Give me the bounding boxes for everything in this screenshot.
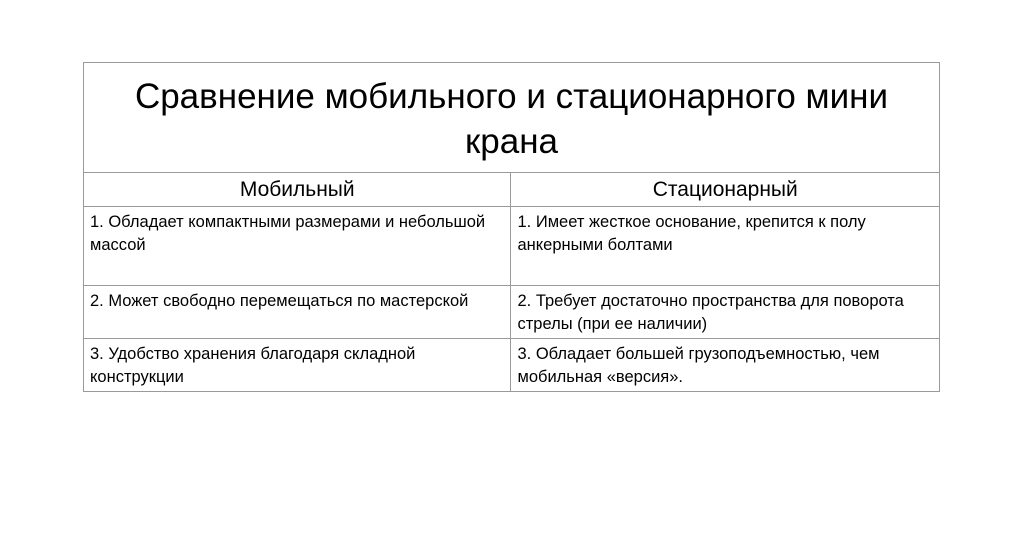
table-header-row [84,173,940,207]
table-cell-stationary: 2. Требует достаточно пространства для поворота стрелы (при ее наличии) [511,286,940,339]
column-header-mobile: Мобильный [84,173,511,207]
table-cell-mobile: 3. Удобство хранения благодаря складной конструкции [84,339,511,392]
table-row [84,339,940,392]
table-cell-stationary: 3. Обладает большей грузоподъемностью, чем мобильная «версия». [511,339,940,392]
table-title-row [84,63,940,173]
table-cell-mobile: 2. Может свободно перемещаться по мастерской [84,286,511,339]
table-title: Сравнение мобильного и стационарного мини крана [134,76,889,161]
table-row [84,286,940,339]
comparison-table [83,62,940,392]
table-cell-mobile: 1. Обладает компактными размерами и небольшой массой [84,207,511,286]
table-title-cell [84,63,940,173]
column-header-stationary: Стационарный [511,173,940,207]
table-cell-stationary: 1. Имеет жесткое основание, крепится к полу анкерными болтами [511,207,940,286]
table-row [84,207,940,286]
